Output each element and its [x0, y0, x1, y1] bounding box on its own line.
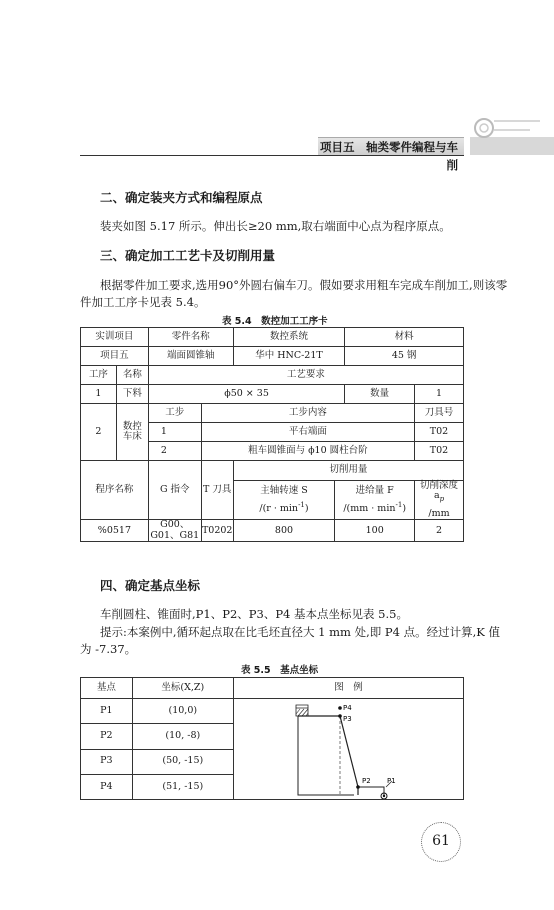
td-point-p2: P2: [81, 724, 133, 749]
th-process-requirements: 工艺要求: [148, 366, 463, 385]
td-part-name: 端面圆锥轴: [148, 347, 233, 366]
th-program-name: 程序名称: [81, 461, 149, 520]
label-p3: P3: [342, 715, 352, 723]
running-header: 项目五 轴类零件编程与车削: [318, 137, 464, 155]
td-g-code: G00、G01、G81: [148, 520, 201, 542]
header-rule: [80, 155, 464, 156]
figure-cell: [233, 699, 463, 800]
td-quantity-label: 数量: [345, 385, 415, 404]
label-p4: P4: [342, 704, 352, 712]
th-feed-rate: 进给量 F $/(mm \cdot \min^{-1})$: [335, 481, 415, 520]
td-control-system: 华中 HNC-21T: [233, 347, 345, 366]
th-part-name: 零件名称: [148, 328, 233, 347]
th-figure: 图 例: [233, 678, 463, 699]
th-cutting-depth: 切削深度 $a_p$ /mm: [415, 481, 464, 520]
section-4-heading: 四、确定基点坐标: [100, 578, 201, 593]
th-spindle-speed: 主轴转速 S $/(r \cdot \min^{-1})$: [233, 481, 335, 520]
th-tool-number: 刀具号: [415, 404, 464, 423]
td-step-2-content: 粗车圆锥面与 ϕ10 圆柱台阶: [201, 442, 414, 461]
td-process-1-name: 下料: [116, 385, 148, 404]
td-program-name: %0517: [81, 520, 149, 542]
td-project: 项目五: [81, 347, 149, 366]
section-2-body: 装夹如图 5.17 所示。伸出长≥20 mm,取右端面中心点为程序原点。: [100, 219, 451, 233]
td-process-2-number: 2: [81, 404, 117, 461]
th-cutting-parameters: 切削用量: [233, 461, 463, 481]
point-p2-marker: [356, 785, 360, 789]
td-quantity: 1: [415, 385, 464, 404]
th-g-code: G 指令: [148, 461, 201, 520]
table-5-5-caption: 表 5.5 基点坐标: [241, 665, 319, 676]
th-material: 材料: [345, 328, 464, 347]
section-3-heading: 三、确定加工工艺卡及切削用量: [100, 248, 276, 263]
section-4-body-line2: 提示:本案例中,循环起点取在比毛坯直径大 1 mm 处,即 P4 点。经过计算,K 值: [100, 625, 501, 639]
td-coord-p3: (50, -15): [132, 749, 233, 774]
td-spindle-speed: 800: [233, 520, 335, 542]
point-p4-marker: [338, 706, 342, 710]
td-feed-rate: 100: [335, 520, 415, 542]
td-point-p1: P1: [81, 699, 133, 724]
th-t-tool: T 刀具: [201, 461, 233, 520]
td-coord-p1: (10,0): [132, 699, 233, 724]
th-step-content: 工步内容: [201, 404, 414, 423]
header-decoration-icon: [470, 108, 554, 160]
base-point-diagram: [234, 699, 462, 799]
section-3-body-line1: 根据零件加工要求,选用90°外圆右偏车刀。假如要求用粗车完成车削加工,则该零: [100, 278, 508, 292]
td-step-2-number: 2: [148, 442, 201, 461]
td-step-1-number: 1: [148, 423, 201, 442]
th-base-point: 基点: [81, 678, 133, 699]
th-project: 实训项目: [81, 328, 149, 347]
section-2-heading: 二、确定装夹方式和编程原点: [100, 190, 263, 205]
td-coord-p2: (10, -8): [132, 724, 233, 749]
label-p2: P2: [361, 777, 371, 785]
th-process-name: 名称: [116, 366, 148, 385]
td-process-2-name: 数控车床: [116, 404, 148, 461]
section-3-body-line2: 件加工工序卡见表 5.4。: [80, 295, 206, 309]
td-step-2-tool: T02: [415, 442, 464, 461]
table-5-4: [80, 327, 464, 542]
td-coord-p4: (51, -15): [132, 774, 233, 799]
td-cutting-depth: 2: [415, 520, 464, 542]
label-p1: P1: [386, 777, 396, 785]
th-coordinates: 坐标(X,Z): [132, 678, 233, 699]
td-material: 45 钢: [345, 347, 464, 366]
th-step: 工步: [148, 404, 201, 423]
table-5-5: [80, 677, 464, 800]
td-step-1-content: 平右端面: [201, 423, 414, 442]
td-point-p4: P4: [81, 774, 133, 799]
section-4-body-line3: 为 -7.37。: [80, 642, 137, 656]
section-4-body-line1: 车削圆柱、锥面时,P1、P2、P3、P4 基本点坐标见表 5.5。: [100, 607, 408, 621]
td-point-p3: P3: [81, 749, 133, 774]
page-number: 61: [421, 822, 461, 862]
table-5-4-caption: 表 5.4 数控加工工序卡: [222, 316, 328, 327]
td-t-tool: T0202: [201, 520, 233, 542]
th-control-system: 数控系统: [233, 328, 345, 347]
td-step-1-tool: T02: [415, 423, 464, 442]
td-process-1-requirement: ϕ50 × 35: [148, 385, 344, 404]
th-process: 工序: [81, 366, 117, 385]
td-process-1-number: 1: [81, 385, 117, 404]
point-p3-marker: [338, 714, 342, 718]
